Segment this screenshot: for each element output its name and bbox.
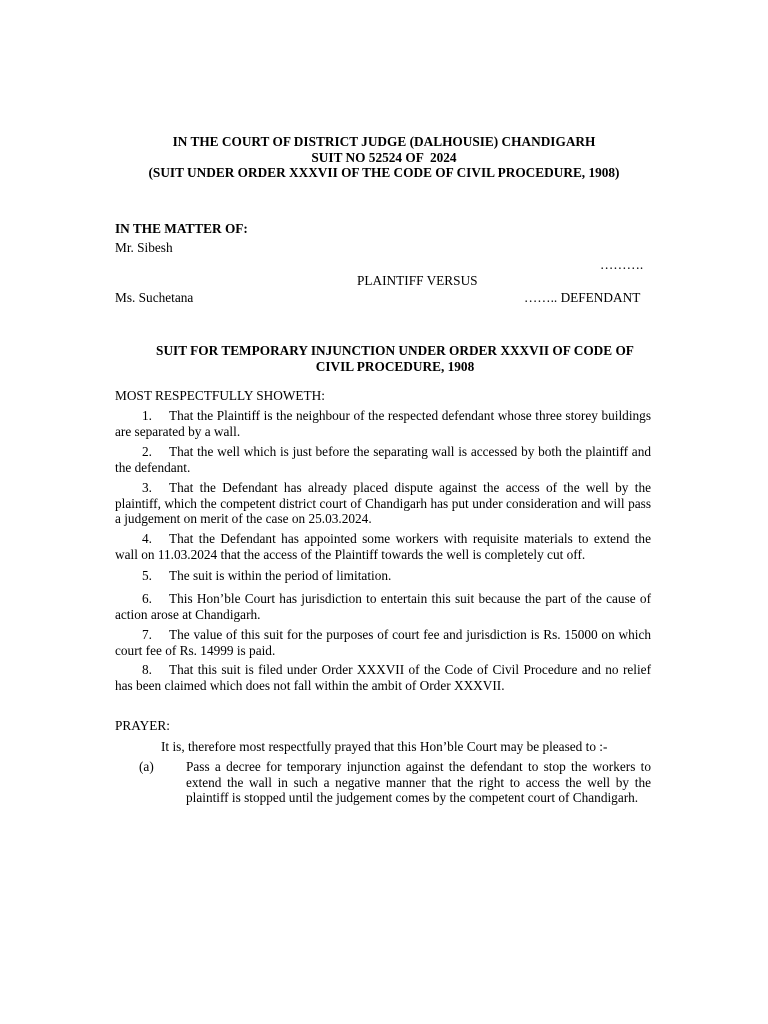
suit-title-line-1: SUIT FOR TEMPORARY INJUNCTION UNDER ORDER XXXVII OF CODE OF [156, 343, 634, 358]
suit-number: SUIT NO 52524 OF 2024 [311, 149, 457, 165]
paragraph-number: 7. [142, 627, 152, 642]
paragraph-text: The suit is within the period of limitation. [169, 568, 392, 583]
paragraph-text: The value of this suit for the purposes of court fee and jurisdiction is Rs. 15000 on which court fee of Rs. 14999 is paid. [115, 627, 651, 658]
showeth-heading: MOST RESPECTFULLY SHOWETH: [115, 388, 325, 403]
paragraph-1 [115, 408, 651, 439]
paragraph-8 [115, 662, 651, 693]
suit-title-line-2: CIVIL PROCEDURE, 1908 [315, 358, 475, 374]
prayer-intro: It is, therefore most respectfully prayed that this Hon’ble Court may be pleased to :- [161, 739, 608, 754]
defendant-name: Ms. Suchetana [115, 290, 194, 305]
defendant-label: …….. DEFENDANT [524, 290, 641, 305]
paragraph-number: 6. [142, 591, 152, 606]
plaintiff-name: Mr. Sibesh [115, 240, 173, 255]
paragraph-4 [115, 531, 651, 562]
paragraph-text: That the Defendant has appointed some workers with requisite materials to extend the wall on 11.03.2024 that the access of the Plaintiff towards the well is completely cut off. [115, 531, 651, 562]
paragraph-text: This Hon’ble Court has jurisdiction to entertain this suit because the part of the cause of action arose at Chandigarh. [115, 591, 651, 622]
matter-heading: IN THE MATTER OF: [115, 221, 248, 236]
suit-title [115, 343, 675, 374]
prayer-item-label: (a) [139, 759, 154, 774]
paragraph-number: 5. [142, 568, 152, 583]
paragraph-text: That the well which is just before the separating wall is accessed by both the plaintiff and the defendant. [115, 444, 651, 475]
paragraph-text: That this suit is filed under Order XXXVII of the Code of Civil Procedure and no relief has been claimed which does not fall within the ambit of Order XXXVII. [115, 662, 651, 693]
paragraph-number: 2. [142, 444, 152, 459]
paragraph-number: 3. [142, 480, 152, 495]
prayer-heading: PRAYER: [115, 718, 170, 733]
prayer-item-text: Pass a decree for temporary injunction against the defendant to stop the workers to extend the wall in such a negative manner that the right to access the well by the plaintiff is stopped until the judgement comes by the competent court of Chandigarh. [186, 759, 651, 806]
document-header [100, 134, 668, 181]
court-title: IN THE COURT OF DISTRICT JUDGE (DALHOUSIE) CHANDIGARH [172, 134, 596, 149]
paragraph-number: 8. [142, 662, 152, 677]
paragraph-2 [115, 444, 651, 475]
paragraph-7 [115, 627, 651, 658]
paragraph-6 [115, 591, 651, 622]
versus-line: PLAINTIFF VERSUS [357, 273, 478, 288]
paragraph-text: That the Plaintiff is the neighbour of the respected defendant whose three storey buildings are separated by a wall. [115, 408, 651, 439]
paragraph-text: That the Defendant has already placed dispute against the access of the well by the plaintiff, which the competent district court of Chandigarh has put under consideration and will pass a judgement on merit of the case on 25.03.2024. [115, 480, 651, 527]
plaintiff-dots: ………. [600, 257, 644, 272]
suit-under: (SUIT UNDER ORDER XXXVII OF THE CODE OF CIVIL PROCEDURE, 1908) [148, 165, 620, 180]
paragraph-number: 1. [142, 408, 152, 423]
paragraph-number: 4. [142, 531, 152, 546]
paragraph-3 [115, 480, 651, 527]
paragraph-5 [115, 568, 651, 584]
